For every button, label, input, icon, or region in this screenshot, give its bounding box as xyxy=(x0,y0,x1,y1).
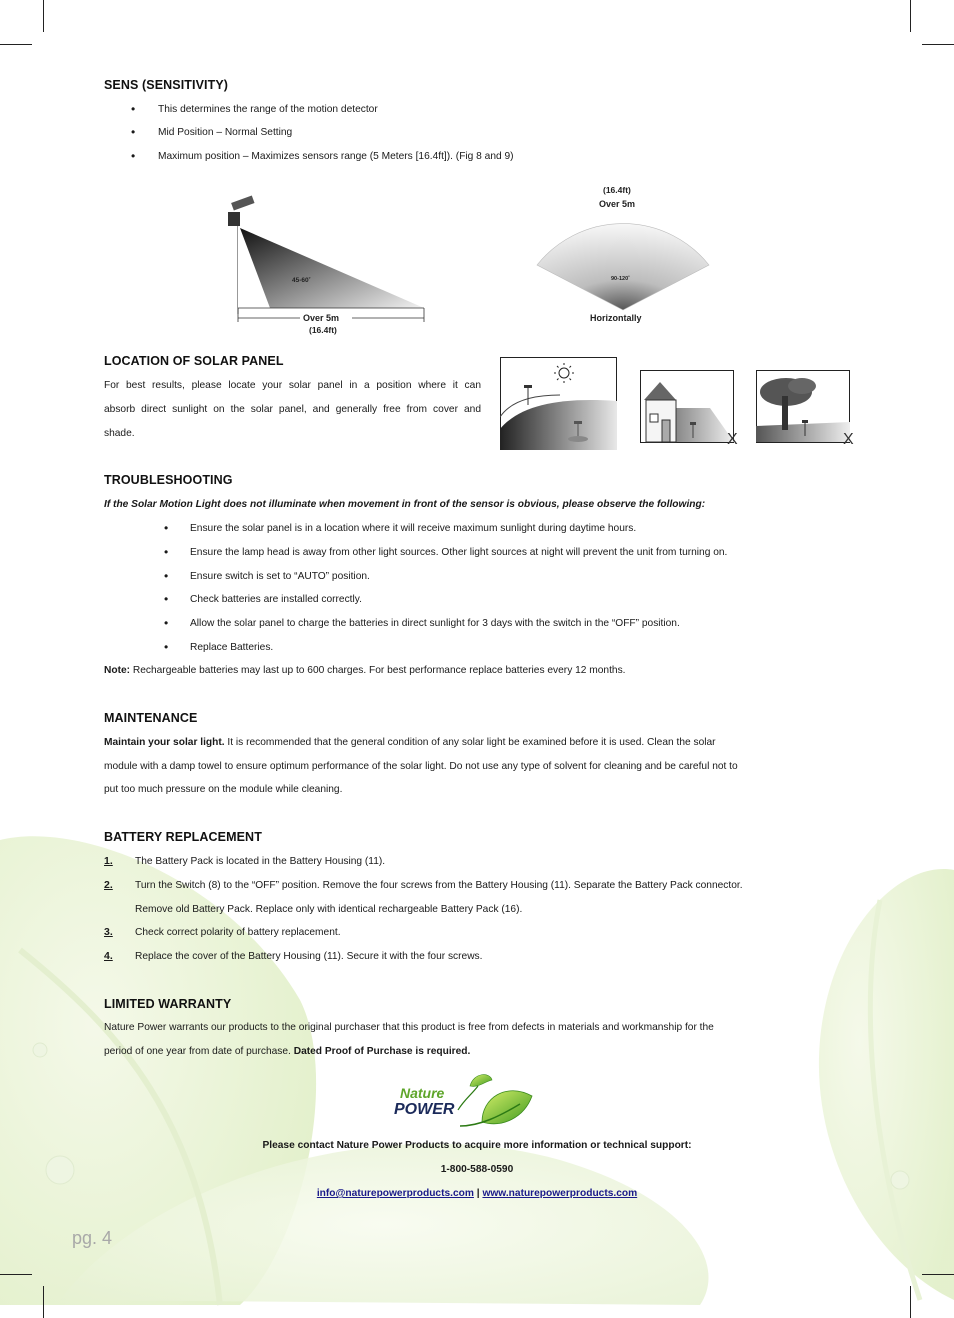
trouble-bullet-5: Allow the solar panel to charge the batteries in direct sunlight for 3 days with the switch in the “OFF” position. xyxy=(190,618,680,629)
top-distance-label: Over 5m xyxy=(599,199,636,209)
battery-step-3: Check correct polarity of battery replacement. xyxy=(135,927,341,938)
battery-step-2-continued: Remove old Battery Pack. Replace only with identical rechargeable Battery Pack (16). xyxy=(135,904,523,915)
sens-bullet-1: This determines the range of the motion detector xyxy=(158,104,378,115)
sensor-side-view-figure xyxy=(220,182,430,342)
bullet-dot: • xyxy=(164,616,169,630)
solar-text-line-2: absorb direct sunlight on the solar panel, and generally free from cover and xyxy=(104,404,481,415)
logo-text-nature: Nature xyxy=(400,1085,445,1101)
link-separator: | xyxy=(473,1188,483,1199)
bullet-dot: • xyxy=(164,521,169,535)
battery-step-2: Turn the Switch (8) to the “OFF” position. Remove the four screws from the Battery Housing (11). Separate the Battery Pack connector. xyxy=(135,880,743,891)
maintenance-heading: MAINTENANCE xyxy=(104,711,198,725)
step-number-3: 3. xyxy=(104,926,113,938)
crop-mark xyxy=(910,1286,911,1318)
crop-mark xyxy=(43,0,44,32)
maintenance-line-3: put too much pressure on the module while cleaning. xyxy=(104,784,343,795)
note-label: Note: xyxy=(104,665,131,676)
step-number-2: 2. xyxy=(104,879,113,891)
trouble-bullet-4: Check batteries are installed correctly. xyxy=(190,594,362,605)
bullet-dot: • xyxy=(131,149,136,163)
crop-mark xyxy=(922,1274,954,1275)
sens-bullet-2: Mid Position – Normal Setting xyxy=(158,127,293,138)
crop-mark xyxy=(922,44,954,45)
top-angle-label: 90-120˚ xyxy=(611,276,630,282)
nature-power-logo xyxy=(390,1070,540,1132)
battery-heading: BATTERY REPLACEMENT xyxy=(104,830,262,844)
email-link[interactable]: info@naturepowerproducts.com xyxy=(316,1188,474,1199)
solar-good-location-illustration xyxy=(500,357,618,451)
warranty-proof: Dated Proof of Purchase is required. xyxy=(290,1046,471,1057)
trouble-bullet-1: Ensure the solar panel is in a location where it will receive maximum sunlight during daytime hours. xyxy=(190,523,637,534)
side-feet-label: (16.4ft) xyxy=(309,325,337,335)
trouble-bullet-2: Ensure the lamp head is away from other light sources. Other light sources at night will prevent the unit from turning on. xyxy=(190,547,728,558)
page-number: pg. 4 xyxy=(72,1228,113,1248)
battery-step-4: Replace the cover of the Battery Housing (11). Secure it with the four screws. xyxy=(135,951,483,962)
solar-tree-shade-illustration xyxy=(756,370,852,444)
logo-text-power: POWER xyxy=(394,1101,455,1118)
warranty-line-2 xyxy=(104,1045,470,1059)
solar-text-line-3: shade. xyxy=(104,428,135,439)
trouble-bullet-6: Replace Batteries. xyxy=(190,642,274,653)
top-feet-label: (16.4ft) xyxy=(603,185,631,195)
website-link[interactable]: www.naturepowerproducts.com xyxy=(482,1188,638,1199)
maintenance-line-1 xyxy=(104,736,716,750)
solar-text-line-1: For best results, please locate your solar panel in a position where it can xyxy=(104,380,481,391)
troubleshooting-intro: If the Solar Motion Light does not illuminate when movement in front of the sensor is obvious, please observe the following: xyxy=(104,499,706,510)
top-horizontal-label: Horizontally xyxy=(590,313,642,323)
crop-mark xyxy=(0,44,32,45)
sensor-top-view-figure xyxy=(523,180,723,330)
bullet-dot: • xyxy=(164,569,169,583)
trouble-note xyxy=(104,664,626,678)
sens-heading: SENS (SENSITIVITY) xyxy=(104,78,229,92)
contact-prompt: Please contact Nature Power Products to acquire more information or technical support: xyxy=(262,1140,692,1151)
bullet-dot: • xyxy=(164,545,169,559)
step-number-1: 1. xyxy=(104,855,113,867)
bullet-dot: • xyxy=(131,125,136,139)
crop-mark xyxy=(910,0,911,32)
trouble-bullet-3: Ensure switch is set to “AUTO” position. xyxy=(190,571,370,582)
bullet-dot: • xyxy=(164,592,169,606)
maintenance-lead: Maintain your solar light. xyxy=(104,737,225,748)
side-angle-label: 45-60˚ xyxy=(292,277,311,284)
warranty-heading: LIMITED WARRANTY xyxy=(104,997,232,1011)
troubleshooting-heading: TROUBLESHOOTING xyxy=(104,473,233,487)
warranty-period: period of one year from date of purchase. xyxy=(104,1046,291,1057)
bullet-dot: • xyxy=(164,640,169,654)
contact-phone: 1-800-588-0590 xyxy=(440,1164,514,1175)
note-text: Rechargeable batteries may last up to 600 charges. For best performance replace batteries every 12 months. xyxy=(130,665,626,676)
battery-step-1: The Battery Pack is located in the Battery Housing (11). xyxy=(135,856,386,867)
solar-heading: LOCATION OF SOLAR PANEL xyxy=(104,354,284,368)
side-distance-label: Over 5m xyxy=(303,313,340,323)
crop-mark xyxy=(0,1274,32,1275)
contact-links xyxy=(0,1188,954,1199)
bullet-dot: • xyxy=(131,102,136,116)
sens-bullet-3: Maximum position – Maximizes sensors range (5 Meters [16.4ft]). (Fig 8 and 9) xyxy=(158,151,514,162)
maintenance-line-2: module with a damp towel to ensure optimum performance of the solar light. Do not use any type of solvent for cleaning and be careful not to xyxy=(104,761,738,772)
bad-location-mark-2: X xyxy=(843,431,854,448)
crop-mark xyxy=(43,1286,44,1318)
leaf-icon xyxy=(482,1091,532,1124)
bad-location-mark-1: X xyxy=(727,431,738,448)
warranty-line-1: Nature Power warrants our products to the original purchaser that this product is free from defects in materials and workmanship for the xyxy=(104,1022,714,1033)
maintenance-text-1: It is recommended that the general condition of any solar light be examined before it is used. Clean the solar xyxy=(224,737,716,748)
step-number-4: 4. xyxy=(104,950,113,962)
